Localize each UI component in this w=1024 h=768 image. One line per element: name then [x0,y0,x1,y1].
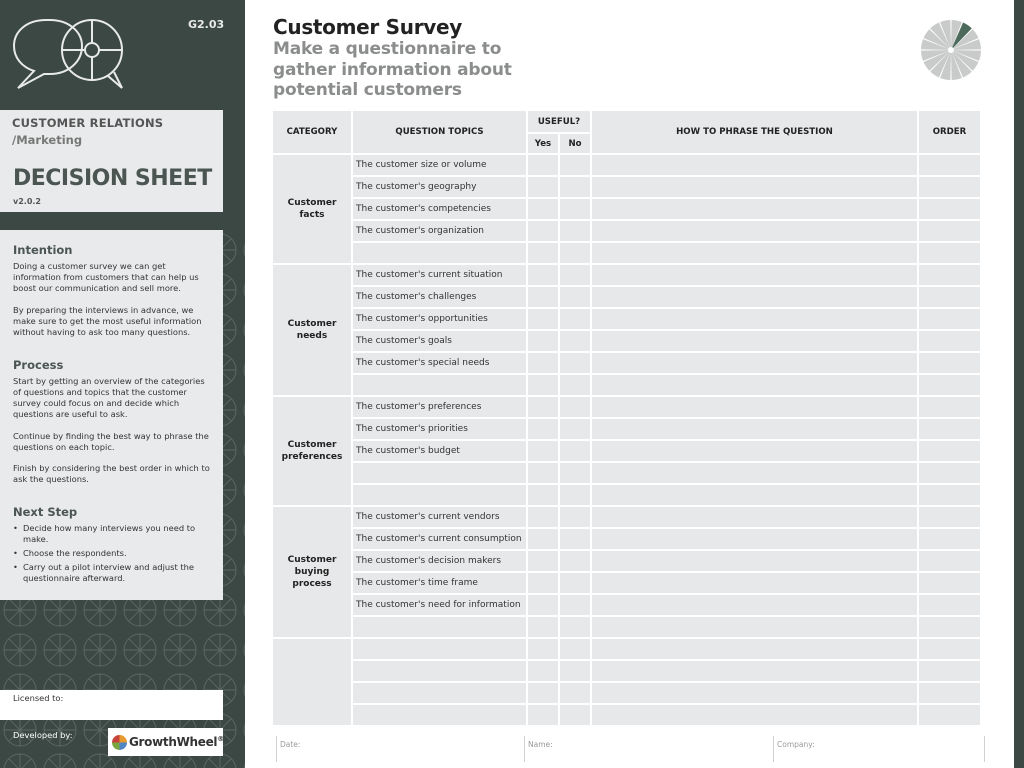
useful-yes-cell[interactable] [528,419,558,439]
useful-yes-cell[interactable] [528,353,558,373]
useful-yes-cell[interactable] [528,705,558,725]
useful-no-cell[interactable] [560,353,590,373]
useful-no-cell[interactable] [560,529,590,549]
speech-bubbles-wheel-icon [10,16,128,90]
question-topic-cell [353,617,526,637]
version-label: v2.0.2 [13,197,41,206]
order-cell[interactable] [919,529,980,549]
header-how-to-phrase: HOW TO PHRASE THE QUESTION [592,111,917,153]
useful-no-cell[interactable] [560,397,590,417]
question-topic-cell: The customer's need for information [353,595,526,615]
next-step-item: • Decide how many interviews you need to make. [13,523,213,545]
order-cell[interactable] [919,595,980,615]
page-subtitle: Make a questionnaire to gather information about potential customers [273,39,512,100]
order-cell[interactable] [919,199,980,219]
useful-yes-cell[interactable] [528,331,558,351]
header-question-topics: QUESTION TOPICS [353,111,526,153]
useful-no-cell[interactable] [560,199,590,219]
useful-no-cell[interactable] [560,683,590,703]
order-cell[interactable] [919,485,980,505]
category-cell: Customer facts [273,155,351,263]
category-cell: Customer buying process [273,507,351,637]
question-topic-cell: The customer size or volume [353,155,526,175]
phrase-question-cell[interactable] [592,353,917,373]
useful-no-cell[interactable] [560,177,590,197]
header-order: ORDER [919,111,980,153]
useful-yes-cell[interactable] [528,595,558,615]
useful-yes-cell[interactable] [528,155,558,175]
useful-yes-cell[interactable] [528,243,558,263]
order-cell[interactable] [919,309,980,329]
phrase-question-cell[interactable] [592,177,917,197]
order-cell[interactable] [919,155,980,175]
question-topic-cell: The customer's time frame [353,573,526,593]
question-topic-cell: The customer's current situation [353,265,526,285]
next-step-heading: Next Step [13,505,78,519]
order-cell[interactable] [919,441,980,461]
order-cell[interactable] [919,573,980,593]
next-step-list [13,523,213,587]
question-topic-cell: The customer's competencies [353,199,526,219]
sheet-code: G2.03 [188,18,225,31]
developed-by-label: Developed by: [13,730,73,740]
category-cell: Customer needs [273,265,351,395]
question-topic-cell: The customer's priorities [353,419,526,439]
process-paragraph: Finish by considering the best order in which to ask the questions. [13,463,210,484]
question-topic-cell: The customer's budget [353,441,526,461]
phrase-question-cell[interactable] [592,529,917,549]
question-topic-cell: The customer's geography [353,177,526,197]
department-label: CUSTOMER RELATIONS [12,116,164,130]
useful-no-cell[interactable] [560,595,590,615]
order-cell[interactable] [919,705,980,725]
intention-heading: Intention [13,243,73,257]
question-topic-cell [353,463,526,483]
question-topic-cell [353,683,526,703]
phrase-question-cell[interactable] [592,683,917,703]
date-label: Date: [280,740,301,749]
order-cell[interactable] [919,661,980,681]
useful-yes-cell[interactable] [528,683,558,703]
useful-no-cell[interactable] [560,661,590,681]
order-cell[interactable] [919,551,980,571]
licensed-to-field[interactable] [0,690,223,720]
company-field[interactable] [773,736,985,762]
subdepartment-label: /Marketing [12,133,83,147]
order-cell[interactable] [919,287,980,307]
useful-no-cell[interactable] [560,551,590,571]
process-paragraph: Continue by finding the best way to phrase the questions on each topic. [13,431,209,452]
growthwheel-wheel-icon [112,735,127,750]
question-topic-cell: The customer's goals [353,331,526,351]
phrase-question-cell[interactable] [592,617,917,637]
phrase-question-cell[interactable] [592,507,917,527]
question-topic-cell: The customer's opportunities [353,309,526,329]
useful-no-cell[interactable] [560,243,590,263]
header-category: CATEGORY [273,111,351,153]
order-cell[interactable] [919,177,980,197]
order-cell[interactable] [919,243,980,263]
useful-yes-cell[interactable] [528,529,558,549]
phrase-question-cell[interactable] [592,551,917,571]
order-cell[interactable] [919,265,980,285]
order-cell[interactable] [919,397,980,417]
order-cell[interactable] [919,419,980,439]
page-title: Customer Survey [273,15,462,39]
order-cell[interactable] [919,375,980,395]
useful-yes-cell[interactable] [528,661,558,681]
useful-no-cell[interactable] [560,617,590,637]
name-field[interactable] [524,736,773,762]
growthwheel-wordmark: GrowthWheel® [129,735,224,749]
order-cell[interactable] [919,507,980,527]
order-cell[interactable] [919,353,980,373]
useful-no-cell[interactable] [560,485,590,505]
useful-no-cell[interactable] [560,331,590,351]
useful-yes-cell[interactable] [528,199,558,219]
intention-paragraph: Doing a customer survey we can get information from customers that can help us boost our communication and sell more. [13,261,199,293]
order-cell[interactable] [919,639,980,659]
header-no: No [560,134,590,153]
growthwheel-logo [108,728,223,756]
useful-no-cell[interactable] [560,265,590,285]
question-topic-cell [353,375,526,395]
order-cell[interactable] [919,221,980,241]
process-paragraph: Start by getting an overview of the categories of questions and topics that the customer survey could focus on and decide which questions are useful to ask. [13,376,205,419]
useful-yes-cell[interactable] [528,639,558,659]
instructions-card [0,230,223,600]
phrase-question-cell[interactable] [592,397,917,417]
useful-no-cell[interactable] [560,705,590,725]
phrase-question-cell[interactable] [592,639,917,659]
phrase-question-cell[interactable] [592,573,917,593]
phrase-question-cell[interactable] [592,221,917,241]
useful-no-cell[interactable] [560,419,590,439]
useful-no-cell[interactable] [560,639,590,659]
useful-yes-cell[interactable] [528,177,558,197]
phrase-question-cell[interactable] [592,243,917,263]
name-label: Name: [528,740,553,749]
progress-wheel-icon [920,19,982,81]
phrase-question-cell[interactable] [592,705,917,725]
useful-no-cell[interactable] [560,441,590,461]
useful-yes-cell[interactable] [528,309,558,329]
phrase-question-cell[interactable] [592,287,917,307]
company-label: Company: [777,740,815,749]
phrase-question-cell[interactable] [592,309,917,329]
next-step-item: • Choose the respondents. [13,548,213,559]
useful-no-cell[interactable] [560,221,590,241]
useful-yes-cell[interactable] [528,265,558,285]
question-topic-cell: The customer's preferences [353,397,526,417]
question-topic-cell [353,639,526,659]
useful-yes-cell[interactable] [528,617,558,637]
phrase-question-cell[interactable] [592,199,917,219]
question-topic-cell: The customer's special needs [353,353,526,373]
intention-paragraph: By preparing the interviews in advance, we make sure to get the most useful information without having to ask too many questions. [13,305,202,337]
category-cell [273,639,351,725]
sidebar [0,0,245,768]
header-yes: Yes [528,134,558,153]
phrase-question-cell[interactable] [592,463,917,483]
order-cell[interactable] [919,683,980,703]
sheet-type-title: DECISION SHEET [13,166,212,191]
useful-yes-cell[interactable] [528,375,558,395]
order-cell[interactable] [919,463,980,483]
question-topic-cell [353,243,526,263]
useful-yes-cell[interactable] [528,551,558,571]
phrase-question-cell[interactable] [592,595,917,615]
useful-no-cell[interactable] [560,463,590,483]
phrase-question-cell[interactable] [592,265,917,285]
title-card [0,110,223,212]
useful-no-cell[interactable] [560,573,590,593]
right-edge-band [1014,0,1024,768]
order-cell[interactable] [919,617,980,637]
question-topic-cell [353,661,526,681]
useful-yes-cell[interactable] [528,485,558,505]
question-topic-cell: The customer's organization [353,221,526,241]
date-field[interactable] [276,736,524,762]
question-topic-cell [353,705,526,725]
useful-no-cell[interactable] [560,309,590,329]
phrase-question-cell[interactable] [592,419,917,439]
useful-yes-cell[interactable] [528,221,558,241]
useful-yes-cell[interactable] [528,441,558,461]
question-topic-cell [353,485,526,505]
order-cell[interactable] [919,331,980,351]
useful-no-cell[interactable] [560,155,590,175]
phrase-question-cell[interactable] [592,485,917,505]
phrase-question-cell[interactable] [592,441,917,461]
next-step-item: • Carry out a pilot interview and adjust the questionnaire afterward. [13,562,213,584]
useful-yes-cell[interactable] [528,507,558,527]
useful-yes-cell[interactable] [528,463,558,483]
question-topic-cell: The customer's decision makers [353,551,526,571]
useful-yes-cell[interactable] [528,287,558,307]
useful-yes-cell[interactable] [528,573,558,593]
phrase-question-cell[interactable] [592,375,917,395]
useful-no-cell[interactable] [560,375,590,395]
question-topic-cell: The customer's current vendors [353,507,526,527]
phrase-question-cell[interactable] [592,155,917,175]
useful-yes-cell[interactable] [528,397,558,417]
process-heading: Process [13,358,64,372]
useful-no-cell[interactable] [560,507,590,527]
phrase-question-cell[interactable] [592,661,917,681]
category-cell: Customer preferences [273,397,351,505]
licensed-to-label: Licensed to: [13,693,64,703]
phrase-question-cell[interactable] [592,331,917,351]
question-topic-cell: The customer's challenges [353,287,526,307]
question-topic-cell: The customer's current consumption [353,529,526,549]
header-useful: USEFUL? [528,111,590,132]
useful-no-cell[interactable] [560,287,590,307]
survey-table [273,111,980,722]
